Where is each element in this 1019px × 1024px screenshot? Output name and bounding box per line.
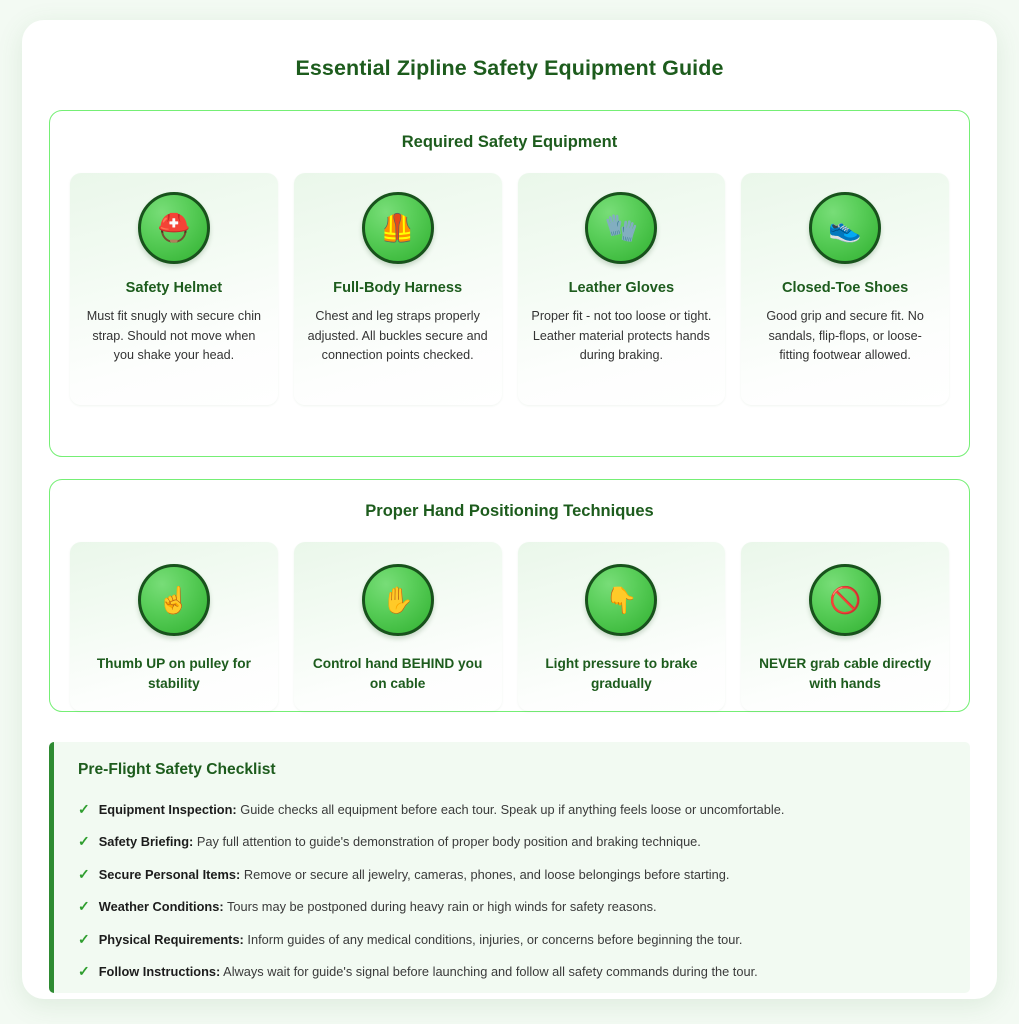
check-icon: ✓ [78,800,90,817]
checklist-item[interactable] [78,793,946,826]
check-icon: ✓ [78,865,90,882]
safety-vest-harness-icon: 🦺 [362,192,434,264]
equipment-card-title: Leather Gloves [568,280,675,296]
hand-position-card-row [50,521,969,711]
checklist-item-text: Remove or secure all jewelry, cameras, phones, and loose belongings before starting. [243,866,730,882]
prohibited-icon: 🚫 [809,564,881,636]
checklist-item-label: Secure Personal Items: [98,866,241,882]
checklist-item-body [99,801,785,818]
section-title-equipment: Required Safety Equipment [401,133,618,151]
checklist-item-label: Safety Briefing: [98,834,194,849]
equipment-card[interactable] [294,173,502,405]
gloves-icon: 🧤 [585,192,657,264]
page-title: Essential Zipline Safety Equipment Guide [295,56,724,80]
section-hand-positioning [49,479,970,712]
checklist-item-text: Guide checks all equipment before each tour. Speak up if anything feels loose or uncomfortable. [240,801,785,817]
checklist-item[interactable] [78,956,946,989]
guide-container [22,20,997,999]
check-icon: ✓ [78,963,90,979]
equipment-card[interactable] [70,173,278,405]
raised-hand-icon: ✋ [362,564,434,636]
checklist-item-body [99,866,730,883]
section-required-safety-equipment [49,110,970,457]
hand-position-card-label: Light pressure to brake gradually [545,656,698,691]
checklist-item[interactable] [78,891,946,924]
hand-position-card[interactable] [741,542,949,711]
checklist-title: Pre-Flight Safety Checklist [78,761,276,778]
checklist-item-label: Follow Instructions: [98,964,221,979]
checklist-item[interactable] [78,858,946,891]
checklist-item-text: Inform guides of any medical conditions, injuries, or concerns before beginning the tour. [247,931,743,947]
hand-position-card[interactable] [70,542,278,711]
checklist-item-body [99,963,758,980]
pointing-down-hand-icon: 👇 [585,564,657,636]
check-icon: ✓ [78,833,90,849]
hand-position-card[interactable] [518,542,726,711]
checklist-item-label: Equipment Inspection: [98,801,237,817]
hand-position-card-label: NEVER grab cable directly with hands [759,656,932,691]
check-icon: ✓ [78,930,90,947]
equipment-card[interactable] [741,173,949,405]
equipment-card-title: Closed-Toe Shoes [782,280,909,296]
checklist-item-body [99,931,743,948]
hand-position-card-label: Control hand BEHIND you on cable [312,656,483,691]
checklist-item-body [99,833,701,850]
check-icon: ✓ [78,898,90,914]
equipment-card-description: Good grip and secure fit. No sandals, flip-flops, or loose-fitting footwear allowed. [766,309,924,363]
hand-position-card[interactable] [294,542,502,711]
checklist-item-text: Tours may be postponed during heavy rain or high winds for safety reasons. [226,899,657,914]
pointing-up-hand-icon: ☝️ [138,564,210,636]
checklist-item[interactable] [78,826,946,859]
checklist-item-body [99,898,657,915]
checklist-item-text: Pay full attention to guide's demonstration of proper body position and braking technique. [196,834,701,849]
safety-helmet-icon: ⛑️ [138,192,210,264]
hand-position-card-label: Thumb UP on pulley for stability [96,656,251,691]
pre-flight-safety-checklist [49,742,970,993]
equipment-card-description: Proper fit - not too loose or tight. Leather material protects hands during braking. [531,309,712,363]
checklist-item-label: Physical Requirements: [98,931,244,947]
running-shoe-icon: 👟 [809,192,881,264]
equipment-card-title: Full-Body Harness [333,280,463,296]
section-title-hand-positioning: Proper Hand Positioning Techniques [365,502,654,520]
checklist-item[interactable] [78,923,946,956]
equipment-card-description: Must fit snugly with secure chin strap. Should not move when you shake your head. [86,309,262,363]
equipment-card-description: Chest and leg straps properly adjusted. All buckles secure and connection points checked. [307,309,488,363]
checklist-item-text: Always wait for guide's signal before launching and follow all safety commands during the tour. [223,964,758,979]
equipment-card[interactable] [518,173,726,405]
checklist-item-label: Weather Conditions: [98,899,224,914]
equipment-card-row [50,152,969,405]
equipment-card-title: Safety Helmet [125,280,223,296]
